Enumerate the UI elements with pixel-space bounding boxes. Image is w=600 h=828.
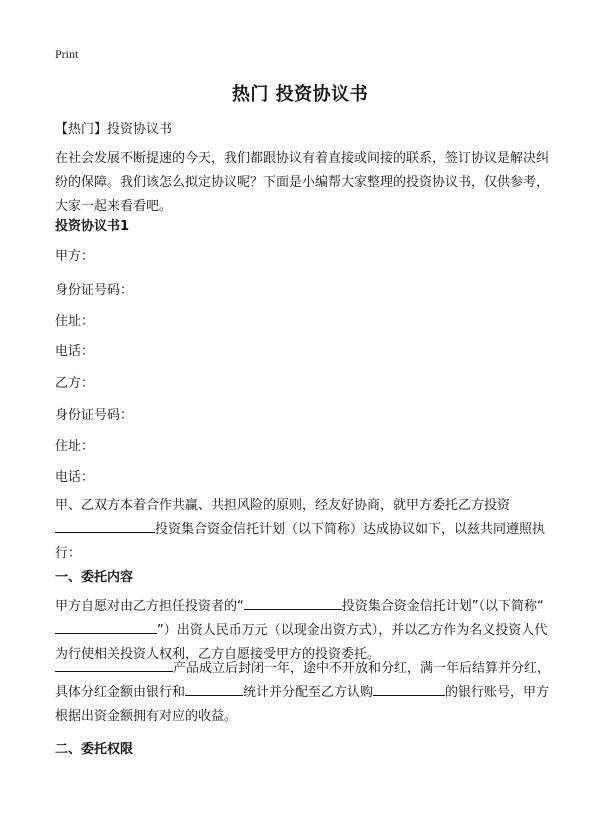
party-a-address-label: 住址： xyxy=(55,314,95,329)
entrust-text-2: 投资集合资金信托计划”（以下简称“ xyxy=(341,599,544,614)
plan-name-blank xyxy=(244,595,342,610)
section-heading-agreement-1: 投资协议书1 xyxy=(55,219,130,234)
party-b-label: 乙方： xyxy=(55,376,95,391)
investment-plan-blank xyxy=(55,518,155,533)
product-text-2: 统计并分配至乙方认购 xyxy=(243,685,374,700)
product-paragraph xyxy=(55,657,550,729)
agreement-text-2: 投资集合资金信托计划（以下简称）达成协议如下，以兹共同遵照执行： xyxy=(55,522,546,561)
section-heading-entrust-content: 一、委托内容 xyxy=(55,570,134,585)
intro-paragraph: 在社会发展不断提速的今天，我们都跟协议有着直接或间接的联系，签订协议是解决纠纷的保障。我们该怎么拟定协议呢？下面是小编帮大家整理的投资协议书，仅供参考，大家一起来看看吧。 xyxy=(55,151,550,214)
product-text-3: 的银行账号，甲方根据出资金额拥有对应的收益。 xyxy=(55,685,550,724)
product-text-1: 产品成立后封闭一年，途中不开放和分红，满一年后结算并分红，具体分红金额由银行和 xyxy=(55,661,551,700)
document-title: 热门 投资协议书 xyxy=(231,84,369,105)
party-b-id-label: 身份证号码： xyxy=(55,408,134,423)
section-heading-entrust-authority: 二、委托权限 xyxy=(55,742,134,757)
party-a-phone-label: 电话： xyxy=(55,344,95,359)
agreement-text-1: 甲、乙双方本着合作共赢、共担风险的原则，经友好协商，就甲方委托乙方投资 xyxy=(55,498,511,513)
party-b-address-label: 住址： xyxy=(55,439,95,454)
party-a-id-label: 身份证号码： xyxy=(55,283,134,298)
institution-blank xyxy=(185,681,243,696)
product-name-blank xyxy=(55,657,173,672)
print-label[interactable]: Print xyxy=(55,47,79,61)
party-a-label: 甲方： xyxy=(55,249,95,264)
entrust-text-3: ”）出资人民币万元（以现金出资方式），并以乙方作为名义投资人代为行使相关投资人权利，乙方自愿接受甲方的投资委托。 xyxy=(55,623,548,662)
short-name-blank xyxy=(55,619,157,634)
party-b-phone-label: 电话： xyxy=(55,470,95,485)
agreement-paragraph xyxy=(55,494,550,566)
account-blank xyxy=(373,681,445,696)
subtitle: 【热门】投资协议书 xyxy=(55,122,173,137)
entrust-text-1: 甲方自愿对由乙方担任投资者的“ xyxy=(55,599,244,614)
